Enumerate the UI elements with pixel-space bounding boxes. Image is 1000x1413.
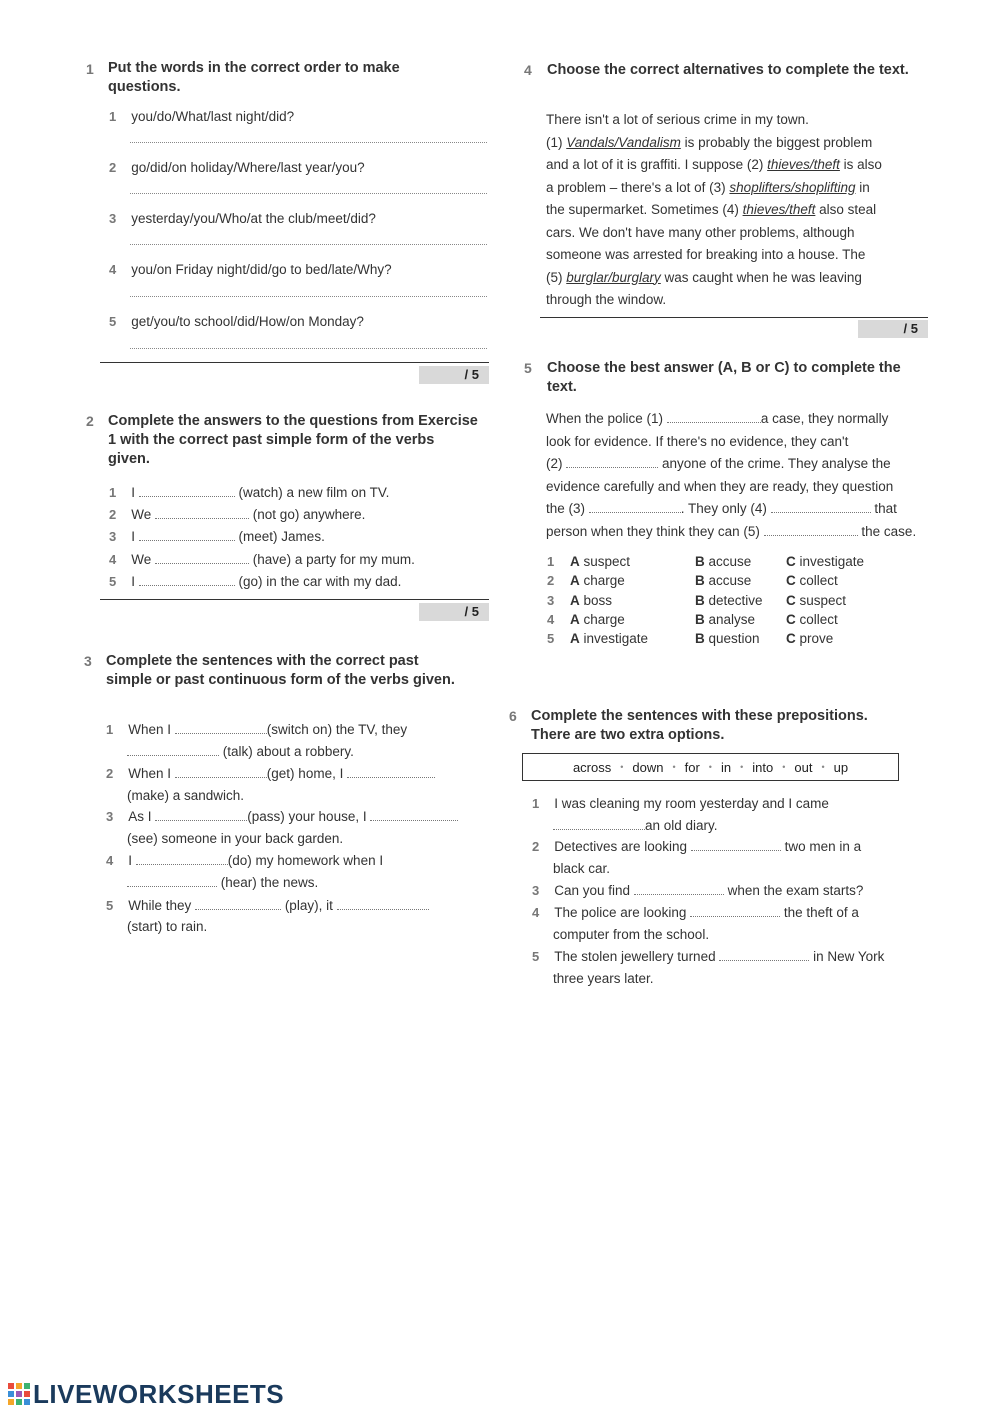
ex6-item-4-cont: computer from the school.: [553, 927, 710, 942]
ex1-item-2: 2 go/did/on holiday/Where/last year/you?: [109, 160, 365, 175]
ex6-item-5: 5 The stolen jewellery turned in New York: [532, 949, 885, 964]
ex6-item-1: 1 I was cleaning my room yesterday and I came: [532, 796, 829, 811]
ex1-answer-line-1[interactable]: [130, 142, 487, 143]
ex5-option-number: 3: [547, 593, 555, 608]
ex5-option-c[interactable]: C collect: [786, 612, 838, 627]
ex5-blank-5[interactable]: [764, 524, 858, 536]
ex5-option-a[interactable]: A charge: [570, 612, 625, 627]
ex1-item-3: 3 yesterday/you/Who/at the club/meet/did?: [109, 211, 376, 226]
ex4-text: [546, 109, 936, 312]
ex2-score: / 5: [419, 603, 489, 621]
ex1-number: 1: [86, 61, 94, 77]
ex6-blank-4[interactable]: [690, 905, 780, 917]
ex3-item-3-cont: (see) someone in your back garden.: [127, 831, 344, 846]
ex2-item-5: 5 I (go) in the car with my dad.: [109, 574, 402, 589]
ex1-answer-line-2[interactable]: [130, 193, 487, 194]
ex6-blank-2[interactable]: [691, 839, 781, 851]
ex4-line-7: someone was arrested for breaking into a house. The: [546, 247, 866, 262]
ex3-blank-2a[interactable]: [175, 766, 267, 778]
ex4-line-9: through the window.: [546, 292, 667, 307]
ex2-blank-3[interactable]: [139, 529, 235, 541]
ex4-number: 4: [524, 62, 532, 78]
ex6-preposition-box: across • down • for • in • into • out • up: [522, 753, 899, 781]
ex1-item-5: 5 get/you/to school/did/How/on Monday?: [109, 314, 364, 329]
ex5-text: When the police (1) a case, they normally look for evidence. If there's no evidence, they can't (2) anyone of the crime. They analyse the evidence carefully and when they are ready, they question the (3) . They only (4) that person when they think they can (5) the case.: [546, 411, 917, 539]
ex5-option-b[interactable]: B analyse: [695, 612, 756, 627]
ex2-item-3: 3 I (meet) James.: [109, 529, 325, 544]
ex4-divider: [540, 317, 928, 318]
ex4-alternative-5[interactable]: burglar/burglary: [566, 269, 661, 285]
preposition-out: out: [794, 759, 813, 775]
ex2-title: Complete the answers to the questions from Exercise 1 with the correct past simple form of the verbs given.: [108, 413, 478, 467]
ex6-blank-1[interactable]: [553, 818, 645, 830]
ex4-alternative-4[interactable]: thieves/theft: [742, 202, 816, 217]
ex6-item-3: 3 Can you find when the exam starts?: [532, 883, 864, 898]
ex5-option-c[interactable]: C prove: [786, 631, 834, 646]
ex3-item-5: 5 While they (play), it: [106, 898, 429, 913]
ex5-option-c[interactable]: C investigate: [786, 554, 865, 569]
ex5-option-b[interactable]: B accuse: [695, 554, 752, 569]
ex5-title: Choose the best answer (A, B or C) to complete the text.: [547, 360, 901, 395]
ex2-divider: [100, 599, 489, 600]
ex2-blank-5[interactable]: [139, 574, 235, 586]
ex1-answer-line-5[interactable]: [130, 348, 487, 349]
ex3-number: 3: [84, 653, 92, 669]
ex6-item-4: 4 The police are looking the theft of a: [532, 905, 859, 920]
ex4-line-8: (5) burglar/burglary was caught when he was leaving: [546, 269, 862, 285]
ex6-item-2: 2 Detectives are looking two men in a: [532, 839, 862, 854]
ex2-number: 2: [86, 413, 94, 429]
ex5-option-a[interactable]: A suspect: [570, 554, 631, 569]
ex2-blank-4[interactable]: [155, 552, 249, 564]
ex5-option-a[interactable]: A charge: [570, 573, 625, 588]
ex3-blank-3b[interactable]: [370, 809, 458, 821]
ex3-blank-4a[interactable]: [136, 853, 228, 865]
ex5-option-number: 5: [547, 631, 555, 646]
ex4-score: / 5: [858, 320, 928, 338]
ex3-blank-2b[interactable]: [347, 766, 435, 778]
ex3-blank-1a[interactable]: [175, 722, 267, 734]
ex5-option-c[interactable]: C suspect: [786, 593, 847, 608]
ex3-item-5-cont: (start) to rain.: [127, 919, 208, 934]
ex4-alternative-2[interactable]: thieves/theft: [767, 157, 840, 172]
ex6-item-5-cont: three years later.: [553, 971, 654, 986]
ex1-title: Put the words in the correct order to make questions.: [108, 60, 400, 95]
ex2-blank-2[interactable]: [155, 507, 249, 519]
ex5-option-a[interactable]: A boss: [570, 593, 613, 608]
preposition-in: in: [720, 759, 732, 775]
ex3-item-4: 4 I (do) my homework when I: [106, 853, 384, 868]
ex4-line-3: and a lot of it is graffiti. I suppose (2) thieves/theft is also: [546, 157, 882, 172]
ex1-answer-line-4[interactable]: [130, 296, 487, 297]
ex5-blank-3[interactable]: [589, 501, 681, 513]
ex4-line-6: cars. We don't have many other problems, although: [546, 224, 855, 240]
ex4-line-5: the supermarket. Sometimes (4) thieves/theft also steal: [546, 202, 877, 217]
ex4-line-2: (1) Vandals/Vandalism is probably the biggest problem: [546, 134, 873, 150]
ex3-title: Complete the sentences with the correct past simple or past continuous form of the verbs given.: [106, 653, 455, 688]
ex1-answer-line-3[interactable]: [130, 244, 487, 245]
ex5-option-number: 4: [547, 612, 555, 627]
ex5-option-b[interactable]: B accuse: [695, 573, 752, 588]
liveworksheets-logo[interactable]: LIVEWORKSHEETS: [33, 1379, 285, 1409]
ex4-alternative-3[interactable]: shoplifters/shoplifting: [729, 179, 856, 195]
ex3-item-4-cont: (hear) the news.: [127, 875, 318, 890]
ex3-blank-1b[interactable]: [127, 744, 219, 756]
ex3-blank-4b[interactable]: [127, 875, 217, 887]
ex5-option-number: 2: [547, 573, 555, 588]
ex5-option-a[interactable]: A investigate: [570, 631, 649, 646]
preposition-up: up: [833, 759, 849, 775]
ex6-item-2-cont: black car.: [553, 861, 611, 876]
preposition-into: into: [752, 759, 774, 775]
ex1-item-1: 1 you/do/What/last night/did?: [109, 109, 295, 124]
ex6-number: 6: [509, 708, 517, 724]
ex4-line-1: There isn't a lot of serious crime in my town.: [546, 112, 809, 127]
ex1-score: / 5: [419, 366, 489, 384]
ex2-item-2: 2 We (not go) anywhere.: [109, 507, 366, 522]
ex3-item-1-cont: (talk) about a robbery.: [127, 744, 354, 759]
ex5-blank-4[interactable]: [771, 501, 871, 513]
ex5-option-b[interactable]: B question: [695, 631, 760, 646]
ex4-alternative-1[interactable]: Vandals/Vandalism: [566, 134, 681, 150]
ex3-blank-3a[interactable]: [155, 809, 247, 821]
ex1-item-4: 4 you/on Friday night/did/go to bed/late/Why?: [109, 262, 392, 277]
ex3-item-2: 2 When I (get) home, I: [106, 766, 435, 781]
preposition-across: across: [572, 759, 612, 775]
ex5-blank-2[interactable]: [566, 456, 658, 468]
ex2-item-4: 4 We (have) a party for my mum.: [109, 552, 415, 567]
ex5-option-c[interactable]: C collect: [786, 573, 838, 588]
preposition-for: for: [684, 759, 700, 775]
ex1-divider: [100, 362, 489, 363]
ex5-number: 5: [524, 360, 532, 376]
ex3-blank-5a[interactable]: [195, 898, 281, 910]
ex5-option-number: 1: [547, 554, 555, 569]
ex3-item-2-cont: (make) a sandwich.: [127, 788, 245, 803]
ex5-option-b[interactable]: B detective: [695, 593, 763, 608]
ex5-blank-1[interactable]: [667, 411, 761, 423]
ex3-item-1: 1 When I (switch on) the TV, they: [106, 722, 408, 737]
ex3-blank-5b[interactable]: [337, 898, 429, 910]
ex6-blank-3[interactable]: [634, 883, 724, 895]
ex6-item-1-cont: an old diary.: [553, 818, 718, 833]
ex4-title: Choose the correct alternatives to complete the text.: [547, 62, 909, 78]
ex2-blank-1[interactable]: [139, 485, 235, 497]
preposition-down: down: [632, 759, 664, 775]
ex4-line-4: a problem – there's a lot of (3) shoplifters/shoplifting in: [546, 179, 870, 195]
ex2-item-1: 1 I (watch) a new film on TV.: [109, 485, 390, 500]
liveworksheets-logo-icon: [8, 1383, 30, 1405]
ex6-blank-5[interactable]: [719, 949, 809, 961]
ex3-item-3: 3 As I (pass) your house, I: [106, 809, 458, 824]
ex6-title: Complete the sentences with these prepositions. There are two extra options.: [531, 708, 868, 743]
